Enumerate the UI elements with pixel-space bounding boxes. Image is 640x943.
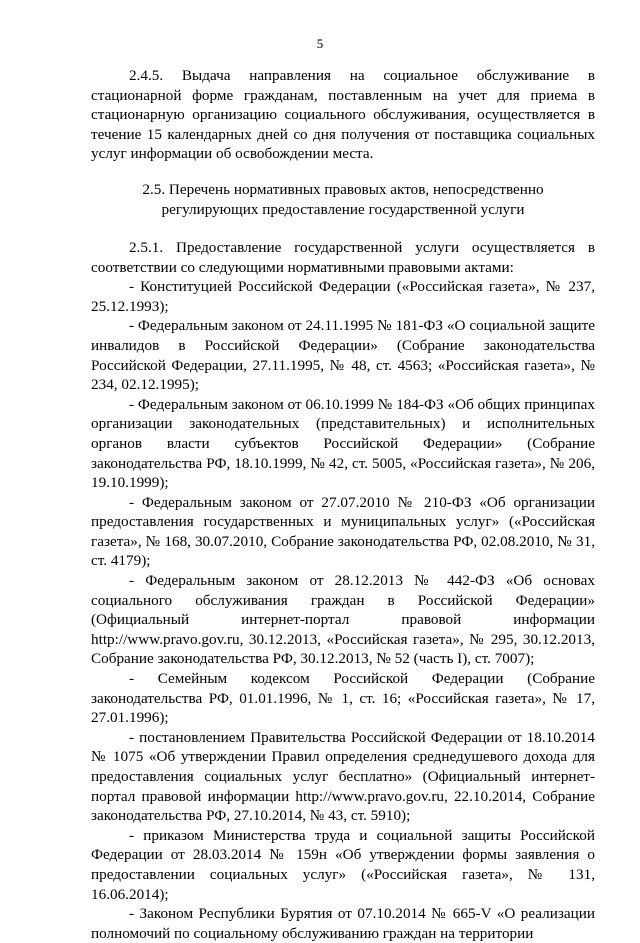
section-heading-line-2: регулирующих предоставление государственной услуги xyxy=(161,200,525,218)
legal-act-item: - Законом Республики Бурятия от 07.10.2014 № 665-V «О реализации полномочий по социальному обслуживанию граждан на территории xyxy=(91,905,595,942)
legal-act-item: - постановлением Правительства Российской Федерации от 18.10.2014 № 1075 «Об утверждении Правил определения среднедушевого дохода для предоставления социальных услуг бесплатно» (Официальный интернет-портал правовой информации http://www.pravo.gov.ru, 22.10.2014, Собрание законодательства РФ, 27.10.2014, № 43, ст. 5910); xyxy=(91,728,595,825)
legal-act-item: - Конституцией Российской Федерации («Российская газета», № 237, 25.12.1993); xyxy=(91,278,595,315)
legal-act-item: - Федеральным законом от 06.10.1999 № 184-ФЗ «Об общих принципах организации законодательных (представительных) и исполнительных органов власти субъектов Российской Федерации» (Собрание законодательства РФ, 18.10.1999, № 42, ст. 5005, «Российская газета», № 206, 19.10.1999); xyxy=(91,395,595,492)
document-body xyxy=(91,66,595,943)
page-number: 5 xyxy=(316,36,324,51)
paragraph-2-5-1: 2.5.1. Предоставление государственной услуги осуществляется в соответствии со следующими нормативными правовыми актами: xyxy=(91,238,595,276)
paragraph-2-4-5: 2.4.5. Выдача направления на социальное обслуживание в стационарной форме гражданам, поставленным на учет для приема в стационарную организацию социального обслуживания, осуществляется в течение 15 календарных дней со дня получения от поставщика социальных услуг информации об освобождении места. xyxy=(91,67,595,163)
legal-act-item: - Федеральным законом от 28.12.2013 № 442-ФЗ «Об основах социального обслуживания граждан в Российской Федерации» (Официальный интернет-портал правовой информации http://www.pravo.gov.ru, 30.12.2013, «Российская газета», № 295, 30.12.2013, Собрание законодательства РФ, 30.12.2013, № 52 (часть I), ст. 7007); xyxy=(91,572,595,668)
legal-act-item: - приказом Министерства труда и социальной защиты Российской Федерации от 28.03.2014 № 159н «Об утверждении формы заявления о предоставлении социальных услуг» («Российская газета», № 131, 16.06.2014); xyxy=(91,826,595,903)
legal-act-item: - Федеральным законом от 24.11.1995 № 181-ФЗ «О социальной защите инвалидов в Российской Федерации» (Собрание законодательства Российской Федерации, 27.11.1995, № 48, ст. 4563; «Российская газета», № 234, 02.12.1995); xyxy=(91,317,595,394)
legal-act-item: - Федеральным законом от 27.07.2010 № 210-ФЗ «Об организации предоставления государственных и муниципальных услуг» («Российская газета», № 168, 30.07.2010, Собрание законодательства РФ, 02.08.2010, № 31, ст. 4179); xyxy=(91,493,595,570)
legal-act-item: - Семейным кодексом Российской Федерации (Собрание законодательства РФ, 01.01.1996, № 1, ст. 16; «Российская газета», № 17, 27.01.1996); xyxy=(91,670,595,727)
section-heading-line-1: 2.5. Перечень нормативных правовых актов, непосредственно xyxy=(142,180,544,198)
section-heading-2-5 xyxy=(91,180,595,220)
